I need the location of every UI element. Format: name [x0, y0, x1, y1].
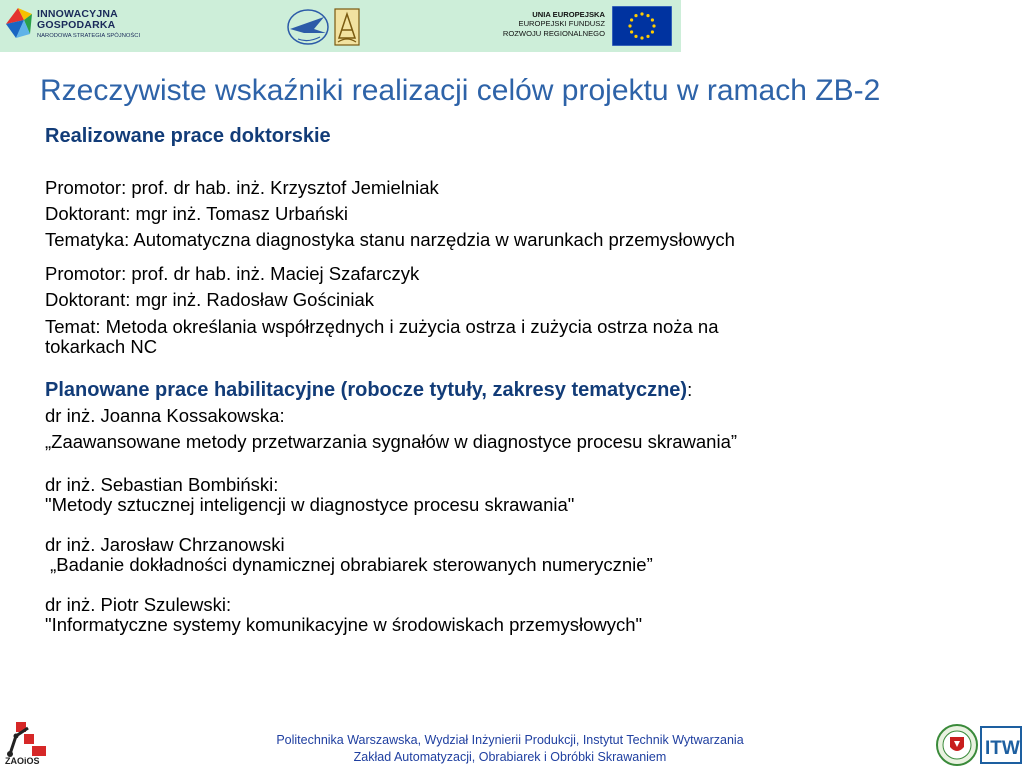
innowacyjna-gospodarka-text: [37, 9, 140, 39]
hat-logo: [334, 8, 360, 46]
slide-title: Rzeczywiste wskaźniki realizacji celów projektu w ramach ZB-2: [40, 74, 881, 107]
ue-line1: UNIA EUROPEJSKA: [532, 10, 605, 19]
footer-line2: Zakład Automatyzacji, Obrabiarek i Obróbki Skrawaniem: [353, 750, 667, 764]
itw-logo-text: ITW: [985, 738, 1020, 759]
ue-line2: EUROPEJSKI FUNDUSZ: [518, 19, 605, 29]
pw-seal-logo: [935, 723, 979, 767]
habilitacja-title-4: "Informatyczne systemy komunikacyjne w środowiskach przemysłowych": [45, 614, 643, 635]
section-doktorskie-heading: Realizowane prace doktorskie: [45, 125, 331, 147]
innowacyjna-line2: GOSPODARKA: [37, 19, 116, 32]
zaoios-robot-logo: [2, 716, 50, 766]
section-habilitacyjne-heading: [45, 377, 1005, 403]
doktorant-1: Doktorant: mgr inż. Tomasz Urbański: [45, 203, 348, 224]
habilitacja-title-3: „Badanie dokładności dynamicznej obrabiarek sterowanych numerycznie”: [45, 554, 653, 575]
airplane-logo: [284, 7, 332, 47]
eu-flag: [612, 6, 672, 46]
tematyka-1: Tematyka: Automatyczna diagnostyka stanu narzędzia w warunkach przemysłowych: [45, 229, 735, 250]
itw-logo: [980, 726, 1022, 764]
slide-content: [45, 123, 1005, 635]
innowacyjna-line3: NARODOWA STRATEGIA SPÓJNOŚCI: [37, 33, 141, 40]
innowacyjna-line1: INNOWACYJNA: [37, 8, 118, 20]
section-habilitacyjne-heading-colon: :: [687, 379, 693, 400]
doktorant-2: Doktorant: mgr inż. Radosław Gościniak: [45, 289, 375, 310]
habilitacja-author-4: dr inż. Piotr Szulewski:: [45, 594, 232, 615]
ue-line3: ROZWOJU REGIONALNEGO: [502, 28, 605, 38]
habilitacja-author-3: dr inż. Jarosław Chrzanowski: [45, 534, 285, 555]
promotor-2: Promotor: prof. dr hab. inż. Maciej Szafarczyk: [45, 263, 420, 284]
header-banner: [0, 0, 681, 52]
habilitacja-title-2: "Metody sztucznej inteligencji w diagnostyce procesu skrawania": [45, 494, 575, 515]
innowacyjna-gospodarka-logo: [4, 4, 34, 48]
footer-line1: Politechnika Warszawska, Wydział Inżynierii Produkcji, Instytut Technik Wytwarzania: [276, 733, 744, 747]
zaoios-logo-text: ZAOiOS: [5, 756, 40, 766]
habilitacja-author-2: dr inż. Sebastian Bombiński:: [45, 474, 279, 495]
eu-fund-text: [503, 10, 605, 38]
habilitacja-author-1: dr inż. Joanna Kossakowska:: [45, 405, 285, 426]
footer: [200, 732, 820, 766]
temat-2-line2: tokarkach NC: [45, 336, 158, 357]
promotor-1: Promotor: prof. dr hab. inż. Krzysztof Jemielniak: [45, 177, 439, 198]
habilitacja-title-1: „Zaawansowane metody przetwarzania sygnałów w diagnostyce procesu skrawania”: [45, 431, 738, 452]
section-habilitacyjne-heading-text: Planowane prace habilitacyjne (robocze tytuły, zakresy tematyczne): [45, 379, 688, 401]
temat-2-line1: Temat: Metoda określania współrzędnych i zużycia ostrza i zużycia ostrza noża na: [45, 316, 719, 337]
